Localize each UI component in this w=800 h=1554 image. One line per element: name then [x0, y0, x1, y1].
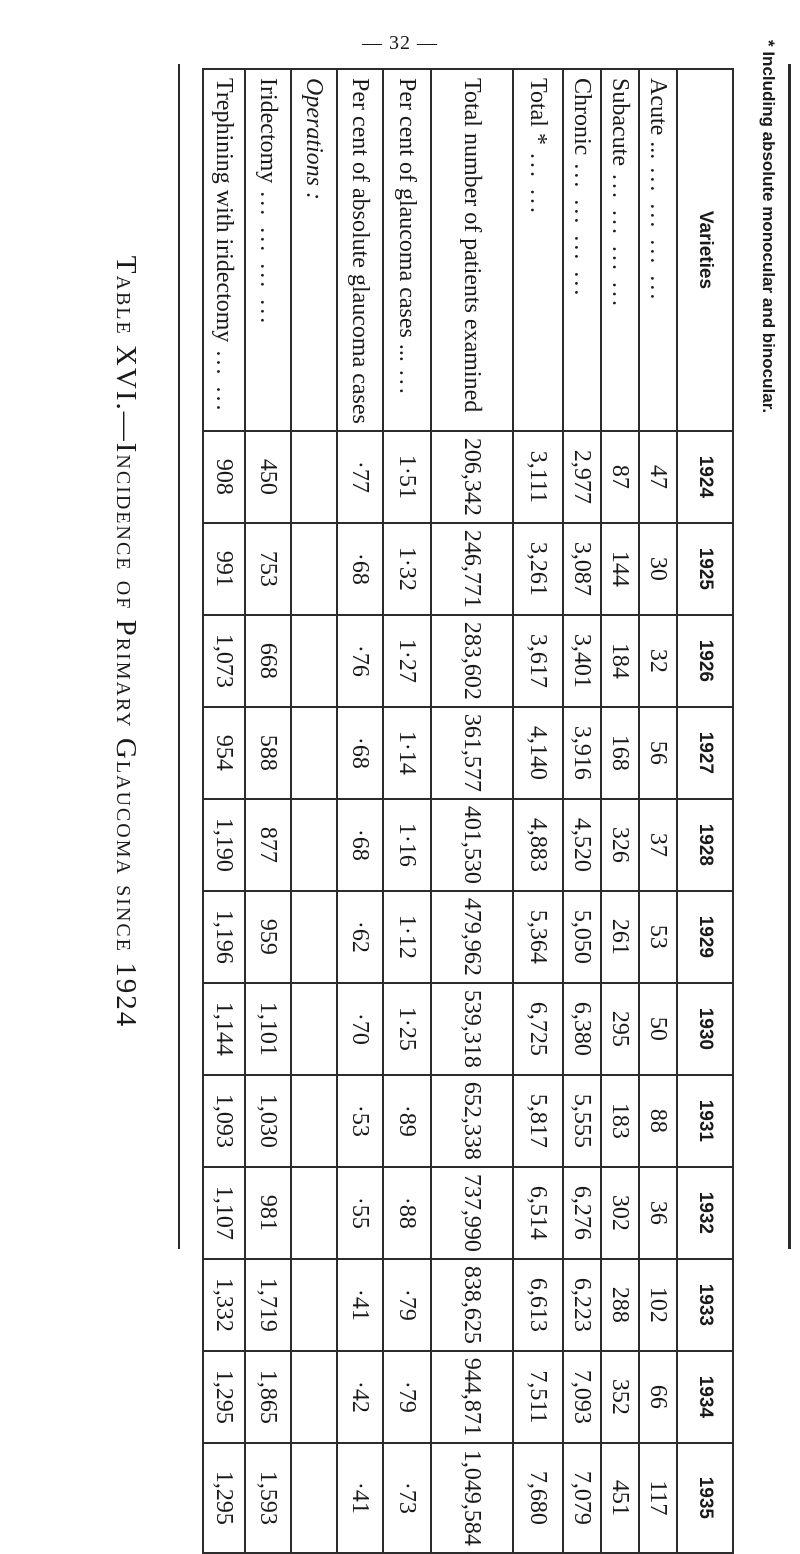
table-cell: [291, 891, 337, 983]
table-cell: 1,190: [203, 799, 245, 891]
table-cell: 7,511: [513, 1351, 563, 1443]
table-cell: ·68: [337, 523, 383, 615]
table-cell: 5,364: [513, 891, 563, 983]
header-varieties: Varieties: [677, 69, 733, 431]
table-cell: 588: [245, 707, 291, 799]
table-cell: [291, 1075, 337, 1167]
row-label-text: Iridectomy: [255, 78, 282, 184]
table-cell: 1,093: [203, 1075, 245, 1167]
table-cell: 56: [639, 707, 677, 799]
header-year: 1935: [677, 1443, 733, 1553]
table-cell: 1,719: [245, 1259, 291, 1351]
row-label-leader-dots: ... ...: [211, 350, 238, 414]
table-cell: 6,223: [563, 1259, 601, 1351]
table-cell: 668: [245, 615, 291, 707]
header-year: 1930: [677, 983, 733, 1075]
table-cell: 539,318: [431, 983, 513, 1075]
table-cell: 144: [601, 523, 639, 615]
table-cell: 991: [203, 523, 245, 615]
table-cell: ·88: [383, 1167, 431, 1259]
row-label-text: Total *: [525, 78, 552, 145]
table-cell: [291, 431, 337, 523]
table-cell: 183: [601, 1075, 639, 1167]
row-label: [639, 69, 677, 431]
row-label-leader-dots: ... ...: [525, 152, 552, 216]
table-cell: ·55: [337, 1167, 383, 1259]
table-cell: 361,577: [431, 707, 513, 799]
row-label: [203, 69, 245, 431]
row-label: [431, 69, 513, 431]
table-cell: ·41: [337, 1443, 383, 1553]
table-cell: 288: [601, 1259, 639, 1351]
row-trephining: [203, 69, 245, 1553]
row-label: [291, 69, 337, 431]
table-cell: 3,111: [513, 431, 563, 523]
table-cell: ·68: [337, 707, 383, 799]
table-cell: 981: [245, 1167, 291, 1259]
table-cell: ·41: [337, 1259, 383, 1351]
row-label-text: Operations :: [301, 78, 328, 200]
row-label-leader-dots: ... ... ... ...: [645, 167, 672, 303]
table-cell: 877: [245, 799, 291, 891]
row-percent-absolute: [337, 69, 383, 1553]
table-cell: 4,140: [513, 707, 563, 799]
table-cell: 1,073: [203, 615, 245, 707]
footnote: * Including absolute monocular and binocular.: [759, 40, 778, 414]
table-cell: 2,977: [563, 431, 601, 523]
row-label: [245, 69, 291, 431]
table-cell: 36: [639, 1167, 677, 1259]
row-label-leader-dots: ...: [394, 369, 421, 397]
row-label-text: Acute ...: [645, 78, 672, 160]
table-cell: ·73: [383, 1443, 431, 1553]
table-cell: ·89: [383, 1075, 431, 1167]
row-label-text: Per cent of glaucoma cases ...: [394, 78, 421, 362]
table-cell: 451: [601, 1443, 639, 1553]
table-cell: 5,050: [563, 891, 601, 983]
table-cell: 1,101: [245, 983, 291, 1075]
table-cell: 753: [245, 523, 291, 615]
table-cell: 5,817: [513, 1075, 563, 1167]
table-cell: 302: [601, 1167, 639, 1259]
table-cell: 7,079: [563, 1443, 601, 1553]
row-label: [601, 69, 639, 431]
table-cell: 401,530: [431, 799, 513, 891]
table-cell: 102: [639, 1259, 677, 1351]
row-label-text: Per cent of absolute glaucoma cases: [347, 78, 374, 424]
header-year: 1924: [677, 431, 733, 523]
table-cell: 4,883: [513, 799, 563, 891]
table-cell: 1,049,584: [431, 1443, 513, 1553]
table-cell: 47: [639, 431, 677, 523]
table-cell: 6,514: [513, 1167, 563, 1259]
table-cell: 1,332: [203, 1259, 245, 1351]
table-cell: 295: [601, 983, 639, 1075]
header-year: 1929: [677, 891, 733, 983]
table-cell: 4,520: [563, 799, 601, 891]
table-cell: ·79: [383, 1351, 431, 1443]
table-cell: 283,602: [431, 615, 513, 707]
table-cell: 959: [245, 891, 291, 983]
table-cell: 50: [639, 983, 677, 1075]
table-cell: 6,725: [513, 983, 563, 1075]
table-cell: ·77: [337, 431, 383, 523]
table-title-main: Incidence of Primary Glaucoma since 1924: [110, 442, 142, 1029]
table-cell: 1·51: [383, 431, 431, 523]
table-cell: 7,680: [513, 1443, 563, 1553]
table-cell: [291, 1259, 337, 1351]
table-cell: [291, 615, 337, 707]
table-cell: 6,613: [513, 1259, 563, 1351]
table-cell: 246,771: [431, 523, 513, 615]
table-cell: 3,916: [563, 707, 601, 799]
table-cell: 206,342: [431, 431, 513, 523]
table-cell: 652,338: [431, 1075, 513, 1167]
table-cell: 3,087: [563, 523, 601, 615]
table-cell: [291, 799, 337, 891]
row-subacute: [601, 69, 639, 1553]
table-cell: 352: [601, 1351, 639, 1443]
row-label-text: Total number of patients examined: [459, 78, 486, 413]
table-cell: 37: [639, 799, 677, 891]
table-cell: 1,593: [245, 1443, 291, 1553]
table-cell: 908: [203, 431, 245, 523]
row-label-text: Chronic: [569, 78, 596, 156]
row-label-text: Trephining with iridectomy: [211, 78, 238, 343]
table-cell: 168: [601, 707, 639, 799]
table-cell: 1·25: [383, 983, 431, 1075]
row-label-leader-dots: ... ... ... ...: [569, 163, 596, 299]
row-label-leader-dots: ... ... ... ...: [255, 191, 282, 327]
header-year: 1928: [677, 799, 733, 891]
row-total: [513, 69, 563, 1553]
table-cell: 53: [639, 891, 677, 983]
table-body: [203, 69, 677, 1553]
table-cell: [291, 1443, 337, 1553]
table-cell: 3,261: [513, 523, 563, 615]
table-cell: 479,962: [431, 891, 513, 983]
row-total-patients: [431, 69, 513, 1553]
table-cell: ·79: [383, 1259, 431, 1351]
table-cell: [291, 707, 337, 799]
table-cell: 954: [203, 707, 245, 799]
table-cell: 326: [601, 799, 639, 891]
table-cell: 5,555: [563, 1075, 601, 1167]
table-cell: [291, 1351, 337, 1443]
header-year: 1927: [677, 707, 733, 799]
row-label: [563, 69, 601, 431]
table-cell: 1,295: [203, 1351, 245, 1443]
table-cell: ·53: [337, 1075, 383, 1167]
header-year: 1932: [677, 1167, 733, 1259]
table-cell: 1·14: [383, 707, 431, 799]
header-year: 1926: [677, 615, 733, 707]
table-cell: ·62: [337, 891, 383, 983]
table-title: [109, 0, 142, 1284]
table-cell: 944,871: [431, 1351, 513, 1443]
table-cell: 6,380: [563, 983, 601, 1075]
row-iridectomy: [245, 69, 291, 1553]
table-cell: ·70: [337, 983, 383, 1075]
table-cell: 1,865: [245, 1351, 291, 1443]
table-cell: 1,196: [203, 891, 245, 983]
table-cell: 1·16: [383, 799, 431, 891]
row-acute: [639, 69, 677, 1553]
table-cell: 1,030: [245, 1075, 291, 1167]
row-label: [337, 69, 383, 431]
table-cell: 1,107: [203, 1167, 245, 1259]
table-cell: [291, 1167, 337, 1259]
table-cell: 6,276: [563, 1167, 601, 1259]
header-year: 1933: [677, 1259, 733, 1351]
row-label: [513, 69, 563, 431]
table-cell: 1,144: [203, 983, 245, 1075]
table-cell: ·42: [337, 1351, 383, 1443]
table-cell: [291, 523, 337, 615]
table-cell: 88: [639, 1075, 677, 1167]
table-cell: 737,990: [431, 1167, 513, 1259]
table-cell: 3,617: [513, 615, 563, 707]
header-year: 1931: [677, 1075, 733, 1167]
table-cell: 184: [601, 615, 639, 707]
table-cell: 87: [601, 431, 639, 523]
row-chronic: [563, 69, 601, 1553]
header-year: 1925: [677, 523, 733, 615]
table-cell: 1·12: [383, 891, 431, 983]
table-cell: ·76: [337, 615, 383, 707]
table-cell: 1,295: [203, 1443, 245, 1553]
table-title-prefix: Table XVI.—: [110, 255, 142, 443]
glaucoma-incidence-table: [202, 68, 734, 1554]
table-cell: [291, 983, 337, 1075]
table-cell: 450: [245, 431, 291, 523]
row-label-text: Subacute: [607, 78, 634, 166]
table-cell: 7,093: [563, 1351, 601, 1443]
table-cell: 30: [639, 523, 677, 615]
row-percent-glaucoma: [383, 69, 431, 1553]
page-number: — 32 —: [362, 32, 438, 54]
table-cell: 117: [639, 1443, 677, 1553]
row-label: [383, 69, 431, 431]
row-operations-heading: [291, 69, 337, 1553]
table-cell: 32: [639, 615, 677, 707]
header-row: [677, 69, 733, 1553]
header-year: 1934: [677, 1351, 733, 1443]
table-cell: 1·27: [383, 615, 431, 707]
table-cell: 3,401: [563, 615, 601, 707]
table-cell: 838,625: [431, 1259, 513, 1351]
table-cell: 261: [601, 891, 639, 983]
table-cell: ·68: [337, 799, 383, 891]
row-label-leader-dots: ... ... ... ...: [607, 173, 634, 309]
table-cell: 66: [639, 1351, 677, 1443]
table-cell: 1·32: [383, 523, 431, 615]
